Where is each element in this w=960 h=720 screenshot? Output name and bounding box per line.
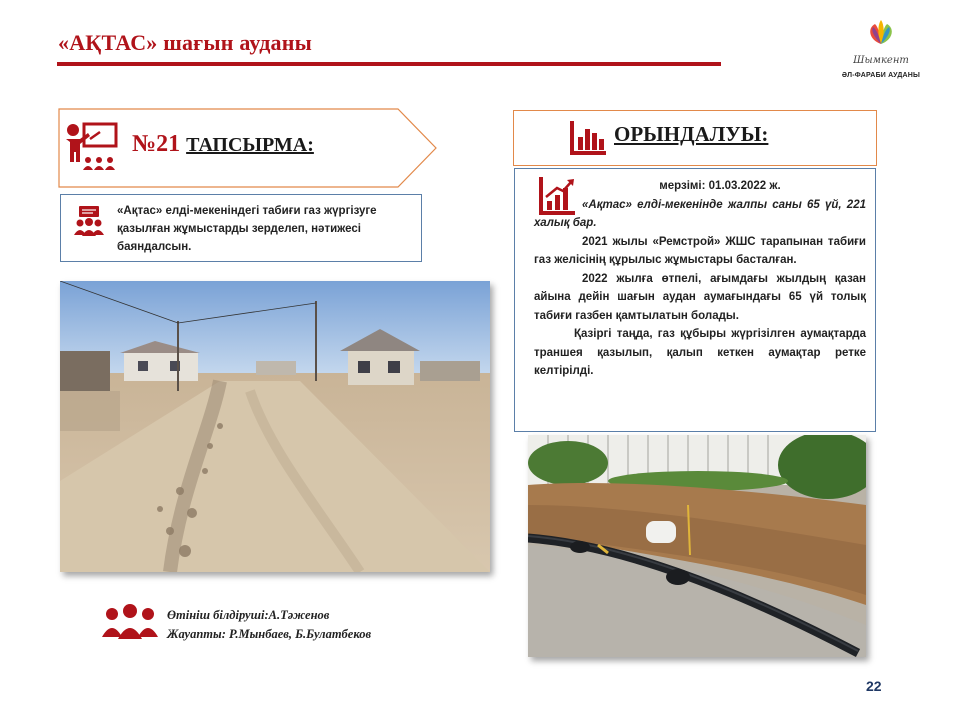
- bar-chart-icon: [568, 119, 608, 157]
- responsible-line: Жауапты: Р.Мынбаев, Б.Булатбеков: [167, 627, 372, 641]
- result-deadline: мерзімі: 01.03.2022 ж.: [659, 180, 781, 192]
- task-number: №21: [132, 131, 181, 157]
- result-text: [534, 177, 866, 381]
- logo-city-script: Шымкент: [853, 55, 909, 66]
- district-logo: [826, 18, 936, 82]
- teacher-presentation-icon: [64, 122, 120, 174]
- page-number: 22: [866, 678, 882, 694]
- road-photo: [60, 281, 490, 572]
- logo-district-name: ӘЛ-ФАРАБИ АУДАНЫ: [841, 72, 921, 79]
- logo-flower-icon: [861, 18, 901, 48]
- result-heading: ОРЫНДАЛУЫ:: [614, 122, 769, 146]
- result-paragraph-3: 2022 жылға өтпелі, ағымдағы жылдың қазан айына дейін шағын аудан аумағындағы 65 үй толық табиғи газбен қамтылатын болады.: [534, 272, 866, 322]
- people-group-icon: [73, 205, 105, 237]
- gas-pipe-photo: [528, 435, 866, 657]
- result-paragraph-4: Қазіргі таңда, газ құбыры жүргізілген аумақтарда траншея қазылып, қалып кеткен аумақтар ретке келтірілді.: [534, 328, 866, 377]
- task-description: «Ақтас» елді-мекеніндегі табиғи газ жүргізуге қазылған жұмыстарды зерделеп, нәтижесі баяндалсын.: [117, 205, 377, 253]
- result-paragraph-1: «Ақтас» елді-мекенінде жалпы саны 65 үй, 221 халық бар.: [534, 198, 866, 229]
- people-group-icon: [100, 603, 160, 641]
- footer-credits: [167, 606, 371, 644]
- task-word: ТАПСЫРМА:: [186, 134, 314, 156]
- title-underline: [57, 62, 721, 66]
- applicant-line: Өтініш білдіруші:А.Тәженов: [167, 608, 330, 622]
- task-heading: [132, 131, 314, 158]
- page-title: «АҚТАС» шағын ауданы: [58, 30, 312, 55]
- result-paragraph-2: 2021 жылы «Ремстрой» ЖШС тарапынан табиғи газ желісінің құрылыс жұмыстары басталған.: [534, 235, 866, 266]
